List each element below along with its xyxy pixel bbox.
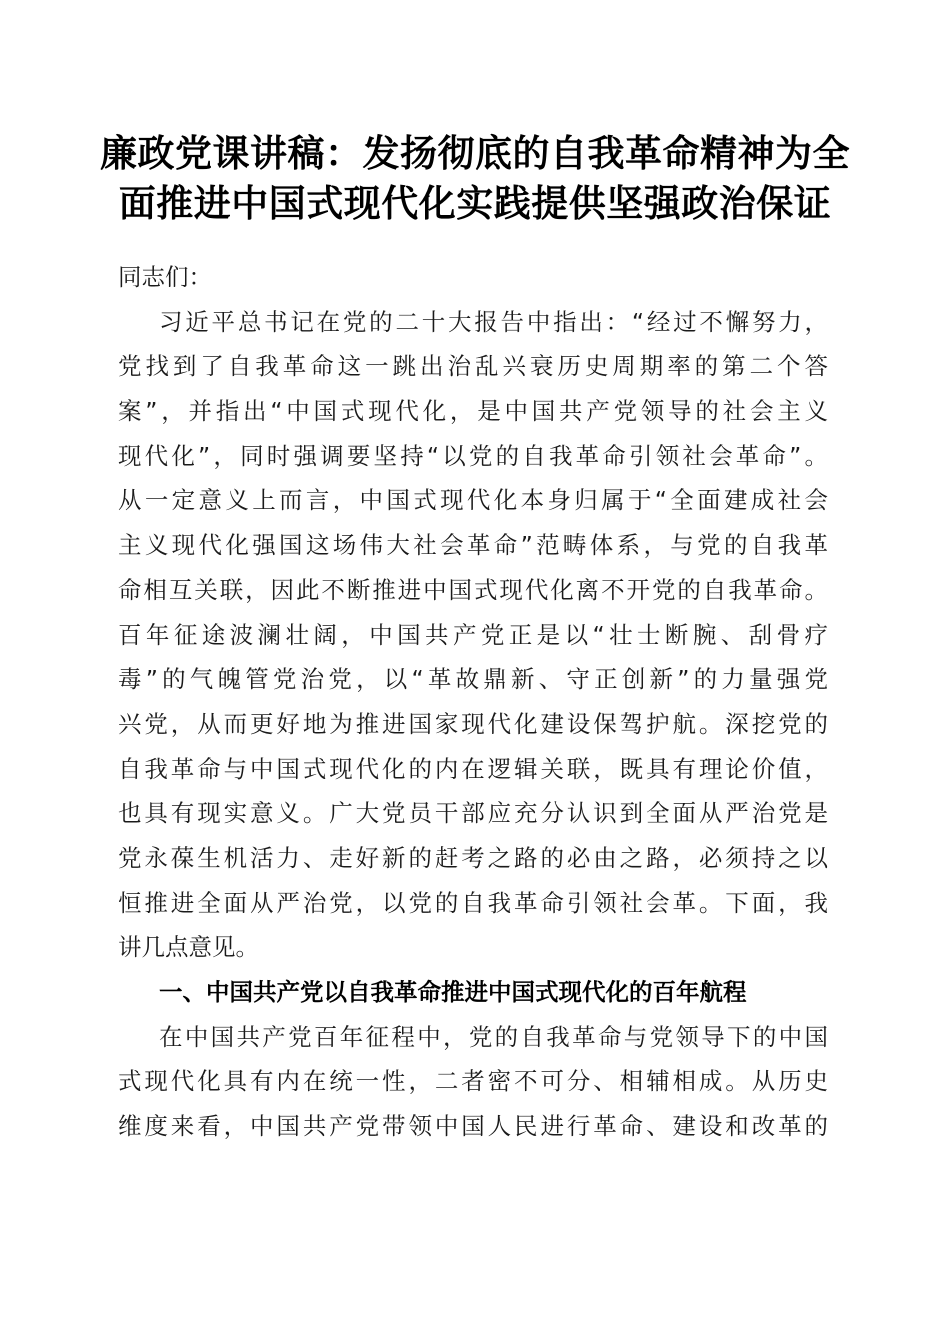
title-line: 面推进中国式现代化实践提供坚强政治保证 — [118, 181, 832, 225]
paragraph-line: 讲几点意见。 — [118, 933, 259, 962]
paragraph-line: 维度来看，中国共产党带领中国人民进行革命、建设和改革的 — [118, 1112, 828, 1141]
paragraph-line: 党找到了自我革命这一跳出治乱兴衰历史周期率的第二个答 — [118, 352, 828, 381]
paragraph-line: 百年征途波澜壮阔，中国共产党正是以“壮士断腕、刮骨疗 — [118, 620, 828, 649]
paragraph-line: 恒推进全面从严治党，以党的自我革命引领社会革。下面，我 — [118, 888, 828, 917]
paragraph-line: 案”，并指出“中国式现代化，是中国共产党领导的社会主义 — [118, 397, 828, 426]
paragraph-line: 毒”的气魄管党治党，以“革故鼎新、守正创新”的力量强党 — [118, 665, 828, 694]
paragraph-line: 式现代化具有内在统一性，二者密不可分、相辅相成。从历史 — [118, 1067, 828, 1096]
title-line: 廉政党课讲稿：发扬彻底的自我革命精神为全 — [100, 131, 850, 175]
document-title — [100, 128, 850, 228]
paragraph-line: 命相互关联，因此不断推进中国式现代化离不开党的自我革命。 — [118, 575, 828, 604]
salutation: 同志们： — [118, 263, 212, 291]
paragraph-line: 也具有现实意义。广大党员干部应充分认识到全面从严治党是 — [118, 799, 828, 828]
paragraph-line: 主义现代化强国这场伟大社会革命”范畴体系，与党的自我革 — [118, 531, 828, 560]
paragraph-line: 党永葆生机活力、走好新的赶考之路的必由之路，必须持之以 — [118, 843, 828, 872]
paragraph-line: 兴党，从而更好地为推进国家现代化建设保驾护航。深挖党的 — [118, 709, 828, 738]
paragraph-line: 从一定意义上而言，中国式现代化本身归属于“全面建成社会 — [118, 486, 828, 515]
paragraph-line: 在中国共产党百年征程中，党的自我革命与党领导下的中国 — [159, 1022, 828, 1051]
paragraph-line: 习近平总书记在党的二十大报告中指出：“经过不懈努力， — [159, 307, 828, 336]
document-body — [118, 255, 828, 1149]
paragraph-line: 自我革命与中国式现代化的内在逻辑关联，既具有理论价值， — [118, 754, 828, 783]
section-heading: 一、中国共产党以自我革命推进中国式现代化的百年航程 — [159, 978, 747, 1006]
paragraph-line: 现代化”，同时强调要坚持“以党的自我革命引领社会革命”。 — [118, 441, 828, 470]
